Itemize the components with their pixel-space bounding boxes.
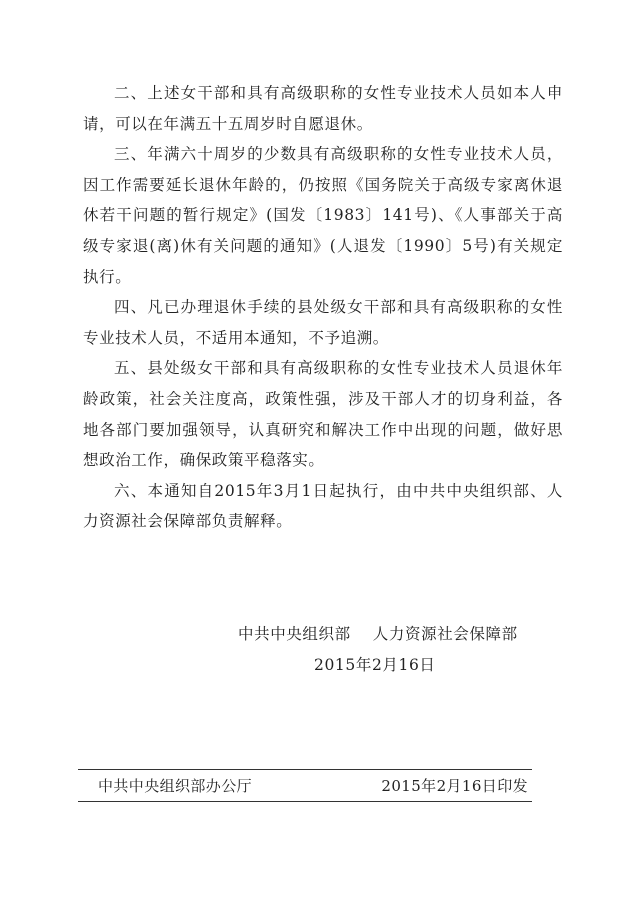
paragraph-item-6: 六、本通知自2015年3月1日起执行，由中共中央组织部、人力资源社会保障部负责解释。 [83, 481, 563, 531]
signing-organizations: 中共中央组织部 人力资源社会保障部 [238, 625, 518, 643]
paragraph-item-3: 三、年满六十周岁的少数具有高级职称的女性专业技术人员，因工作需要延长退休年龄的，仍按照《国务院关于高级专家离休退休若干问题的暂行规定》(国发〔1983〕141号)、《人事部关于高级专家退(离)休有关问题的通知》(人退发〔1990〕5号)有关规定执行。 [83, 145, 563, 286]
imprint-bar [78, 769, 532, 802]
signing-date: 2015年2月16日 [314, 656, 436, 674]
imprint-issuer: 中共中央组织部办公厅 [98, 777, 253, 795]
paragraph-item-4: 四、凡已办理退休手续的县处级女干部和具有高级职称的女性专业技术人员，不适用本通知，不予追溯。 [83, 298, 563, 347]
paragraph-item-2: 二、上述女干部和具有高级职称的女性专业技术人员如本人申请，可以在年满五十五周岁时自愿退休。 [83, 84, 563, 133]
document-body [83, 78, 563, 537]
paragraph-item-5: 五、县处级女干部和具有高级职称的女性专业技术人员退休年龄政策，社会关注度高，政策性强，涉及干部人才的切身利益，各地各部门要加强领导，认真研究和解决工作中出现的问题，做好思想政治工作，确保政策平稳落实。 [83, 359, 563, 470]
imprint-date: 2015年2月16日印发 [381, 777, 528, 795]
